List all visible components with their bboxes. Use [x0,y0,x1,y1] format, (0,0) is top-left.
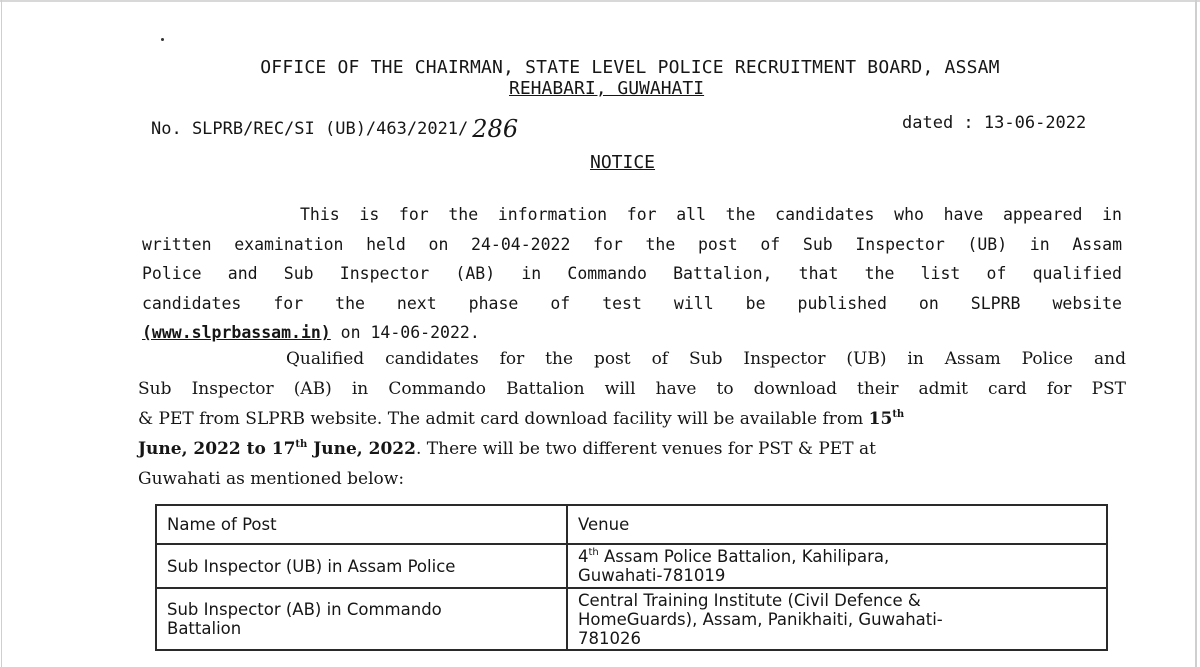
paragraph-1-line-2: written examination held on 24-04-2022 for the post of Sub Inspector (UB) in Assam [142,234,1122,254]
end-day-suffix: th [295,439,308,450]
venue-line: HomeGuards), Assam, Panikhaiti, Guwahati- [578,609,943,629]
notice-date: 13-06-2022 [983,113,1087,133]
header-post: Name of Post [156,505,567,544]
table-row [156,544,1107,588]
paragraph-2-line-2: Sub Inspector (AB) in Commando Battalion will have to download their admit card for PST [138,379,1126,399]
venue-line: 781026 [578,628,641,648]
dated-label: dated : [902,113,974,133]
reference-number [151,115,518,143]
venue-line: Guwahati-781019 [578,566,726,585]
scan-edge-right [1195,0,1197,667]
post-line: Battalion [167,619,242,638]
website-link[interactable]: (www.slprbassam.in) [142,323,331,342]
scan-edge-left [1,0,2,667]
paragraph-2-line-3-text: & PET from SLPRB website. The admit card download facility will be available from [138,409,864,429]
paragraph-2-line-4-tail: . There will be two different venues for PST & PET at [415,439,876,459]
paragraph-1 [142,200,1122,348]
venue-table [155,504,1108,651]
venue-cell [567,588,1107,650]
date-range-start: June, 2022 to 17 [138,439,296,459]
venue-line: Central Training Institute (Civil Defence & [578,590,921,610]
venue-ordinal-suffix: th [588,547,599,558]
scan-edge-top [0,0,1200,2]
post-cell [156,588,567,650]
reference-text: No. SLPRB/REC/SI (UB)/463/2021/ [151,119,469,139]
paragraph-1-line-4: candidates for the next phase of test will be published on SLPRB website [142,293,1122,313]
paragraph-1-line-1: This is for the information for all the candidates who have appeared in [300,205,1122,224]
paragraph-1-line-3: Police and Sub Inspector (AB) in Commando Battalion, that the list of qualified [142,264,1122,283]
table-header-row [156,505,1107,544]
venue-line [578,547,1096,566]
post-line: Sub Inspector (AB) in Commando [167,600,442,619]
scan-speck [161,38,164,41]
venue-line-rest: Assam Police Battalion, Kahilipara, [598,547,890,566]
venue-ordinal: 4 [578,547,589,566]
paragraph-2-line-4 [138,434,1126,464]
office-heading: OFFICE OF THE CHAIRMAN, STATE LEVEL POLICE RECRUITMENT BOARD, ASSAM [260,57,1000,78]
office-location: REHABARI, GUWAHATI [509,78,705,99]
publish-date-text: on 14-06-2022. [330,323,480,342]
header-venue: Venue [567,505,1107,544]
table-row [156,588,1107,650]
start-day-suffix: th [892,409,905,420]
paragraph-2 [138,344,1126,494]
post-cell: Sub Inspector (UB) in Assam Police [156,544,567,588]
notice-title: NOTICE [590,152,656,173]
paragraph-2-line-1: Qualified candidates for the post of Sub Inspector (UB) in Assam Police and [286,349,1126,369]
date-range-end: June, 2022 [307,439,416,459]
paragraph-2-line-3 [138,404,1126,434]
paragraph-2-line-5: Guwahati as mentioned below: [138,469,405,489]
venue-cell [567,544,1107,588]
start-day: 15 [868,409,893,429]
date-line [902,113,1086,133]
handwritten-number: 286 [472,115,519,143]
